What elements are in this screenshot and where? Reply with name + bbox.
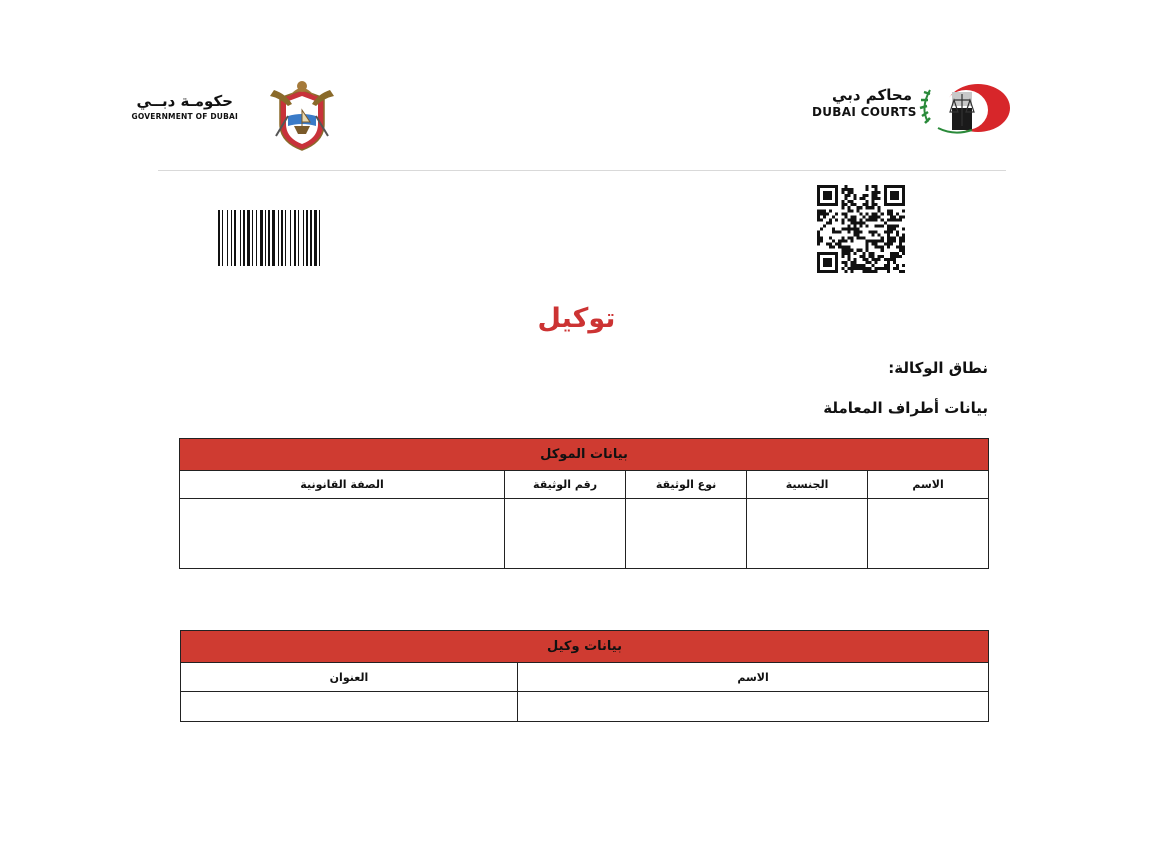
agent-col-address: العنوان (181, 663, 518, 692)
government-emblem-icon (266, 76, 338, 152)
principal-cell-name (868, 499, 989, 569)
courts-name-ar: محاكم دبي (832, 86, 912, 104)
dubai-courts-emblem-icon (916, 78, 1012, 140)
courts-name-en: DUBAI COURTS (812, 105, 917, 119)
government-name-ar: حكومـة دبــي (136, 92, 233, 110)
agent-col-name: الاسم (518, 663, 989, 692)
agent-cell-address (181, 692, 518, 722)
principal-col-name: الاسم (868, 471, 989, 499)
principal-col-document-number: رقم الوثيقة (505, 471, 626, 499)
principal-col-document-type: نوع الوثيقة (626, 471, 747, 499)
government-of-dubai-logo (131, 76, 338, 152)
agent-cell-name (518, 692, 989, 722)
government-logo-text (132, 92, 238, 121)
principal-cell-document-type (626, 499, 747, 569)
principal-cell-document-number (505, 499, 626, 569)
dubai-courts-logo (812, 78, 1012, 140)
qr-code-icon (817, 185, 905, 273)
courts-logo-text (812, 86, 917, 119)
principal-col-nationality: الجنسية (747, 471, 868, 499)
principal-table (179, 438, 989, 569)
principal-cell-legal-capacity (180, 499, 505, 569)
document-title: توكيل (537, 303, 616, 334)
barcode-icon (218, 210, 386, 266)
agent-table-title: بيانات وكيل (181, 631, 989, 663)
header-divider (158, 170, 1006, 171)
government-name-en: GOVERNMENT OF DUBAI (131, 112, 238, 121)
parties-label: بيانات أطراف المعاملة (823, 399, 988, 417)
principal-table-title: بيانات الموكل (180, 439, 989, 471)
scope-label: نطاق الوكالة: (888, 359, 988, 377)
agent-table (180, 630, 989, 722)
principal-col-legal-capacity: الصفة القانونية (180, 471, 505, 499)
principal-cell-nationality (747, 499, 868, 569)
